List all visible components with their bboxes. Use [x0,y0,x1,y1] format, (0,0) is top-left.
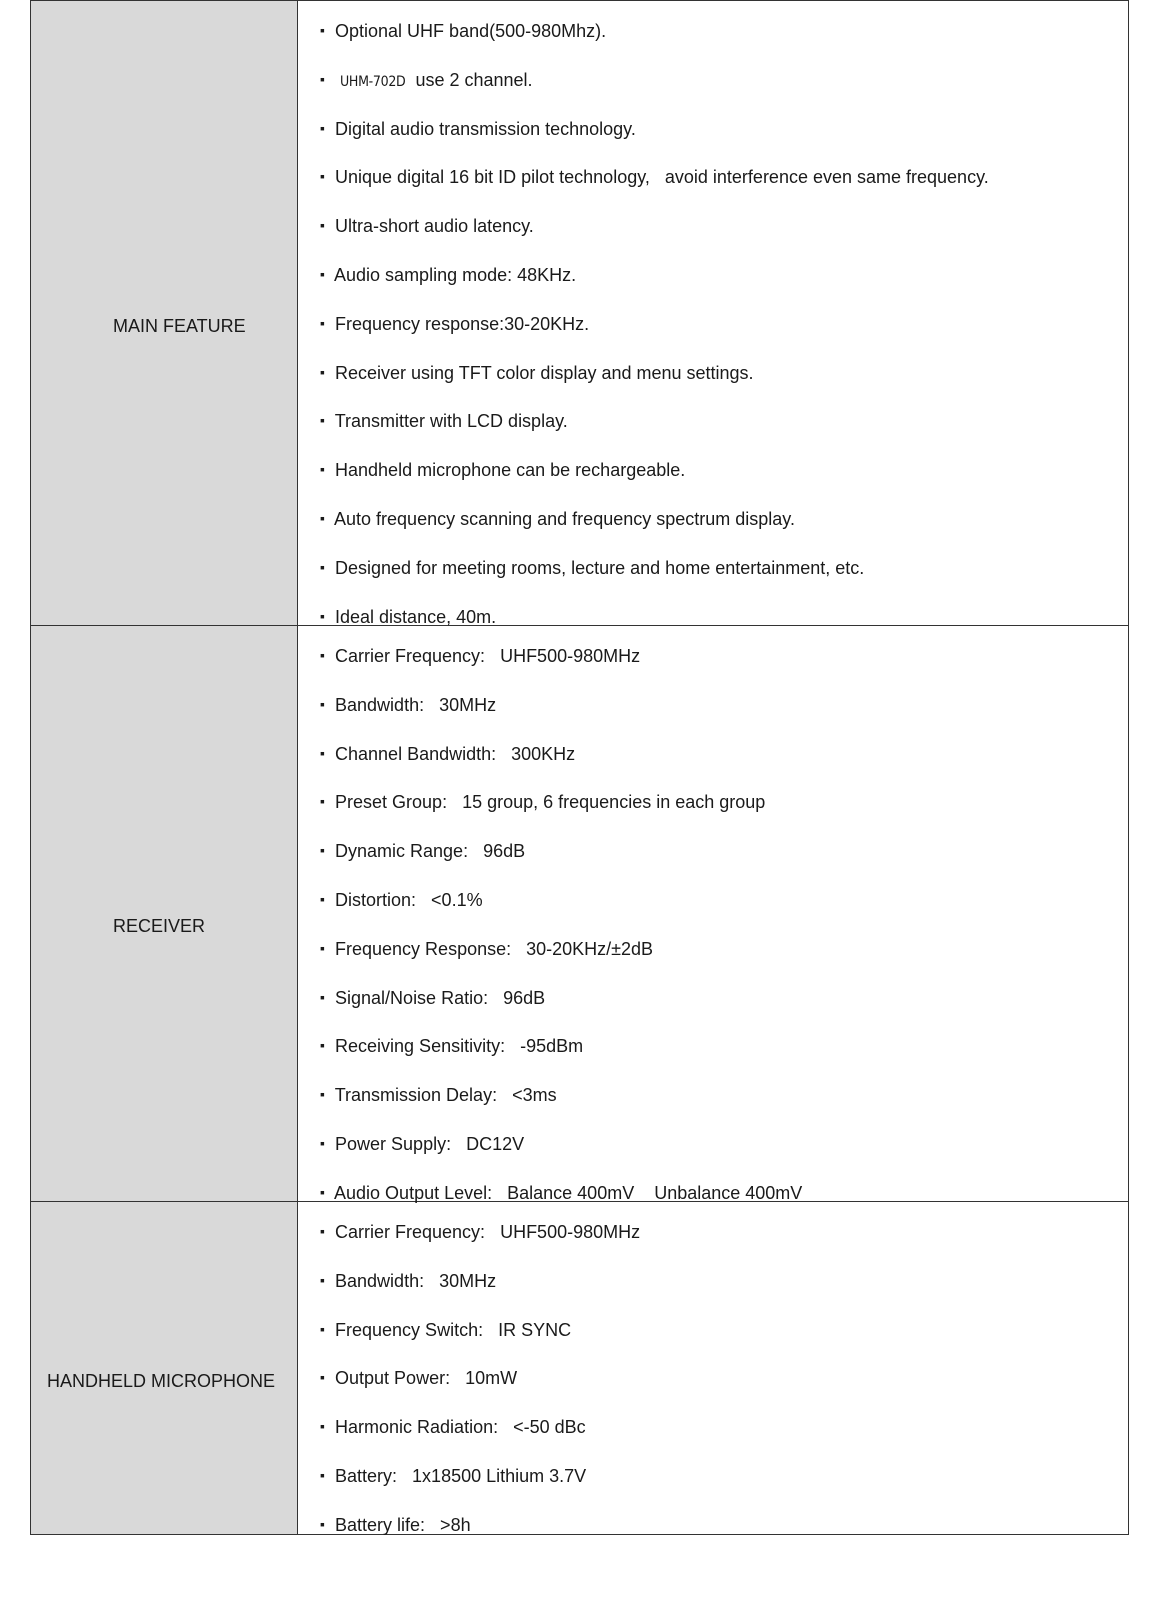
item-text: Receiver using TFT color display and menu settings. [335,362,754,383]
bullet-icon: ▪ [320,1183,325,1200]
bullet-icon: ▪ [320,119,325,136]
item-text: Battery life: >8h [335,1514,471,1535]
item-text: Ultra-short audio latency. [335,216,534,237]
item-text: Transmitter with LCD display. [334,411,568,432]
item-text: Handheld microphone can be rechargeable. [335,460,686,481]
bullet-icon: ▪ [320,647,325,663]
item-text: Preset Group: 15 group, 6 frequencies in each group [335,792,766,813]
bullet-icon: ▪ [320,461,325,478]
list-item [320,294,1128,343]
list-item [320,821,1128,870]
bullet-icon: ▪ [320,1320,325,1337]
item-text: Signal/Noise Ratio: 96dB [335,987,546,1008]
list-item [320,1114,1128,1163]
bullet-icon: ▪ [320,1037,325,1054]
bullet-icon: ▪ [320,842,325,859]
list-item [320,489,1128,538]
item-text: Bandwidth: 30MHz [335,694,497,715]
list-item [320,675,1128,724]
item-text: Carrier Frequency: UHF500-980MHz [335,1222,641,1242]
item-text: Audio Output Level: Balance 400mV Unbalance 400mV [334,1182,803,1203]
item-text: Output Power: 10mW [335,1368,518,1389]
bullet-icon: ▪ [320,988,325,1005]
list-item [320,1016,1128,1065]
bullet-icon: ▪ [320,1466,325,1483]
item-text: Auto frequency scanning and frequency spectrum display. [334,508,795,529]
row-label-cell [31,1202,298,1534]
spec-row-handheld-microphone [31,1202,1128,1534]
list-item [320,50,1128,99]
row-label: MAIN FEATURE [113,316,246,336]
item-text: use 2 channel. [405,69,533,90]
bullet-icon: ▪ [320,217,325,234]
bullet-icon: ▪ [320,1086,325,1103]
bullet-icon: ▪ [320,744,325,761]
item-text: Frequency Switch: IR SYNC [335,1319,572,1340]
list-item [320,1065,1128,1114]
list-item [320,1,1128,50]
item-text: Battery: 1x18500 Lithium 3.7V [335,1465,587,1486]
item-text: Harmonic Radiation: <-50 dBc [335,1417,586,1438]
list-item [320,626,1128,675]
bullet-icon: ▪ [320,558,325,575]
bullet-icon: ▪ [320,22,325,38]
item-text: Audio sampling mode: 48KHz. [334,264,577,285]
bullet-icon: ▪ [320,70,325,87]
bullet-icon: ▪ [320,695,325,712]
list-item [320,1251,1128,1300]
item-text: Power Supply: DC12V [335,1133,525,1154]
feature-list [298,1,1128,625]
microphone-spec-list [298,1202,1128,1534]
bullet-icon: ▪ [320,412,325,429]
list-item [320,196,1128,245]
list-item [320,538,1128,587]
item-text: Channel Bandwidth: 300KHz [335,743,576,764]
item-text: Frequency response:30-20KHz. [335,313,590,334]
bullet-icon: ▪ [320,1223,325,1239]
bullet-icon: ▪ [320,265,325,282]
list-item [320,1202,1128,1251]
list-item [320,1495,1128,1544]
list-item [320,1446,1128,1495]
list-item [320,245,1128,294]
list-item [320,147,1128,196]
list-item [320,1348,1128,1397]
row-label: HANDHELD MICROPHONE [47,1371,276,1391]
list-item [320,870,1128,919]
bullet-icon: ▪ [320,314,325,331]
bullet-icon: ▪ [320,509,325,526]
bullet-icon: ▪ [320,607,325,624]
list-item [320,968,1128,1017]
receiver-spec-list [298,626,1128,1201]
list-item [320,99,1128,148]
spec-table [30,0,1129,1535]
list-item [320,440,1128,489]
bullet-icon: ▪ [320,168,325,185]
list-item [320,1300,1128,1349]
bullet-icon: ▪ [320,1418,325,1435]
list-item [320,772,1128,821]
list-item [320,391,1128,440]
row-label: RECEIVER [113,916,206,936]
list-item [320,1397,1128,1446]
row-label-cell [31,1,298,625]
list-item [320,343,1128,392]
item-text: Bandwidth: 30MHz [335,1270,497,1291]
list-item [320,919,1128,968]
bullet-icon: ▪ [320,363,325,380]
bullet-icon: ▪ [320,1271,325,1288]
item-text: Optional UHF band(500-980Mhz). [335,21,607,41]
bullet-icon: ▪ [320,1369,325,1386]
spec-row-main-feature [31,1,1128,626]
item-text: Carrier Frequency: UHF500-980MHz [335,646,641,666]
model-number: UHM-702D [340,73,406,90]
item-text: Ideal distance, 40m. [335,606,497,627]
list-item [320,724,1128,773]
item-text: Dynamic Range: 96dB [335,841,526,862]
row-label-cell [31,626,298,1201]
item-text: Distortion: <0.1% [335,889,483,910]
item-text: Digital audio transmission technology. [335,118,636,139]
bullet-icon: ▪ [320,890,325,907]
item-text: Transmission Delay: <3ms [334,1085,557,1106]
bullet-icon: ▪ [320,939,325,956]
bullet-icon: ▪ [320,1134,325,1151]
bullet-icon: ▪ [320,793,325,810]
item-text: Receiving Sensitivity: -95dBm [335,1036,584,1057]
item-text: Designed for meeting rooms, lecture and home entertainment, etc. [335,557,865,578]
item-text: Unique digital 16 bit ID pilot technology, avoid interference even same frequency. [335,167,989,188]
bullet-icon: ▪ [320,1515,325,1532]
spec-row-receiver [31,626,1128,1202]
item-text: Frequency Response: 30-20KHz/±2dB [335,938,654,959]
